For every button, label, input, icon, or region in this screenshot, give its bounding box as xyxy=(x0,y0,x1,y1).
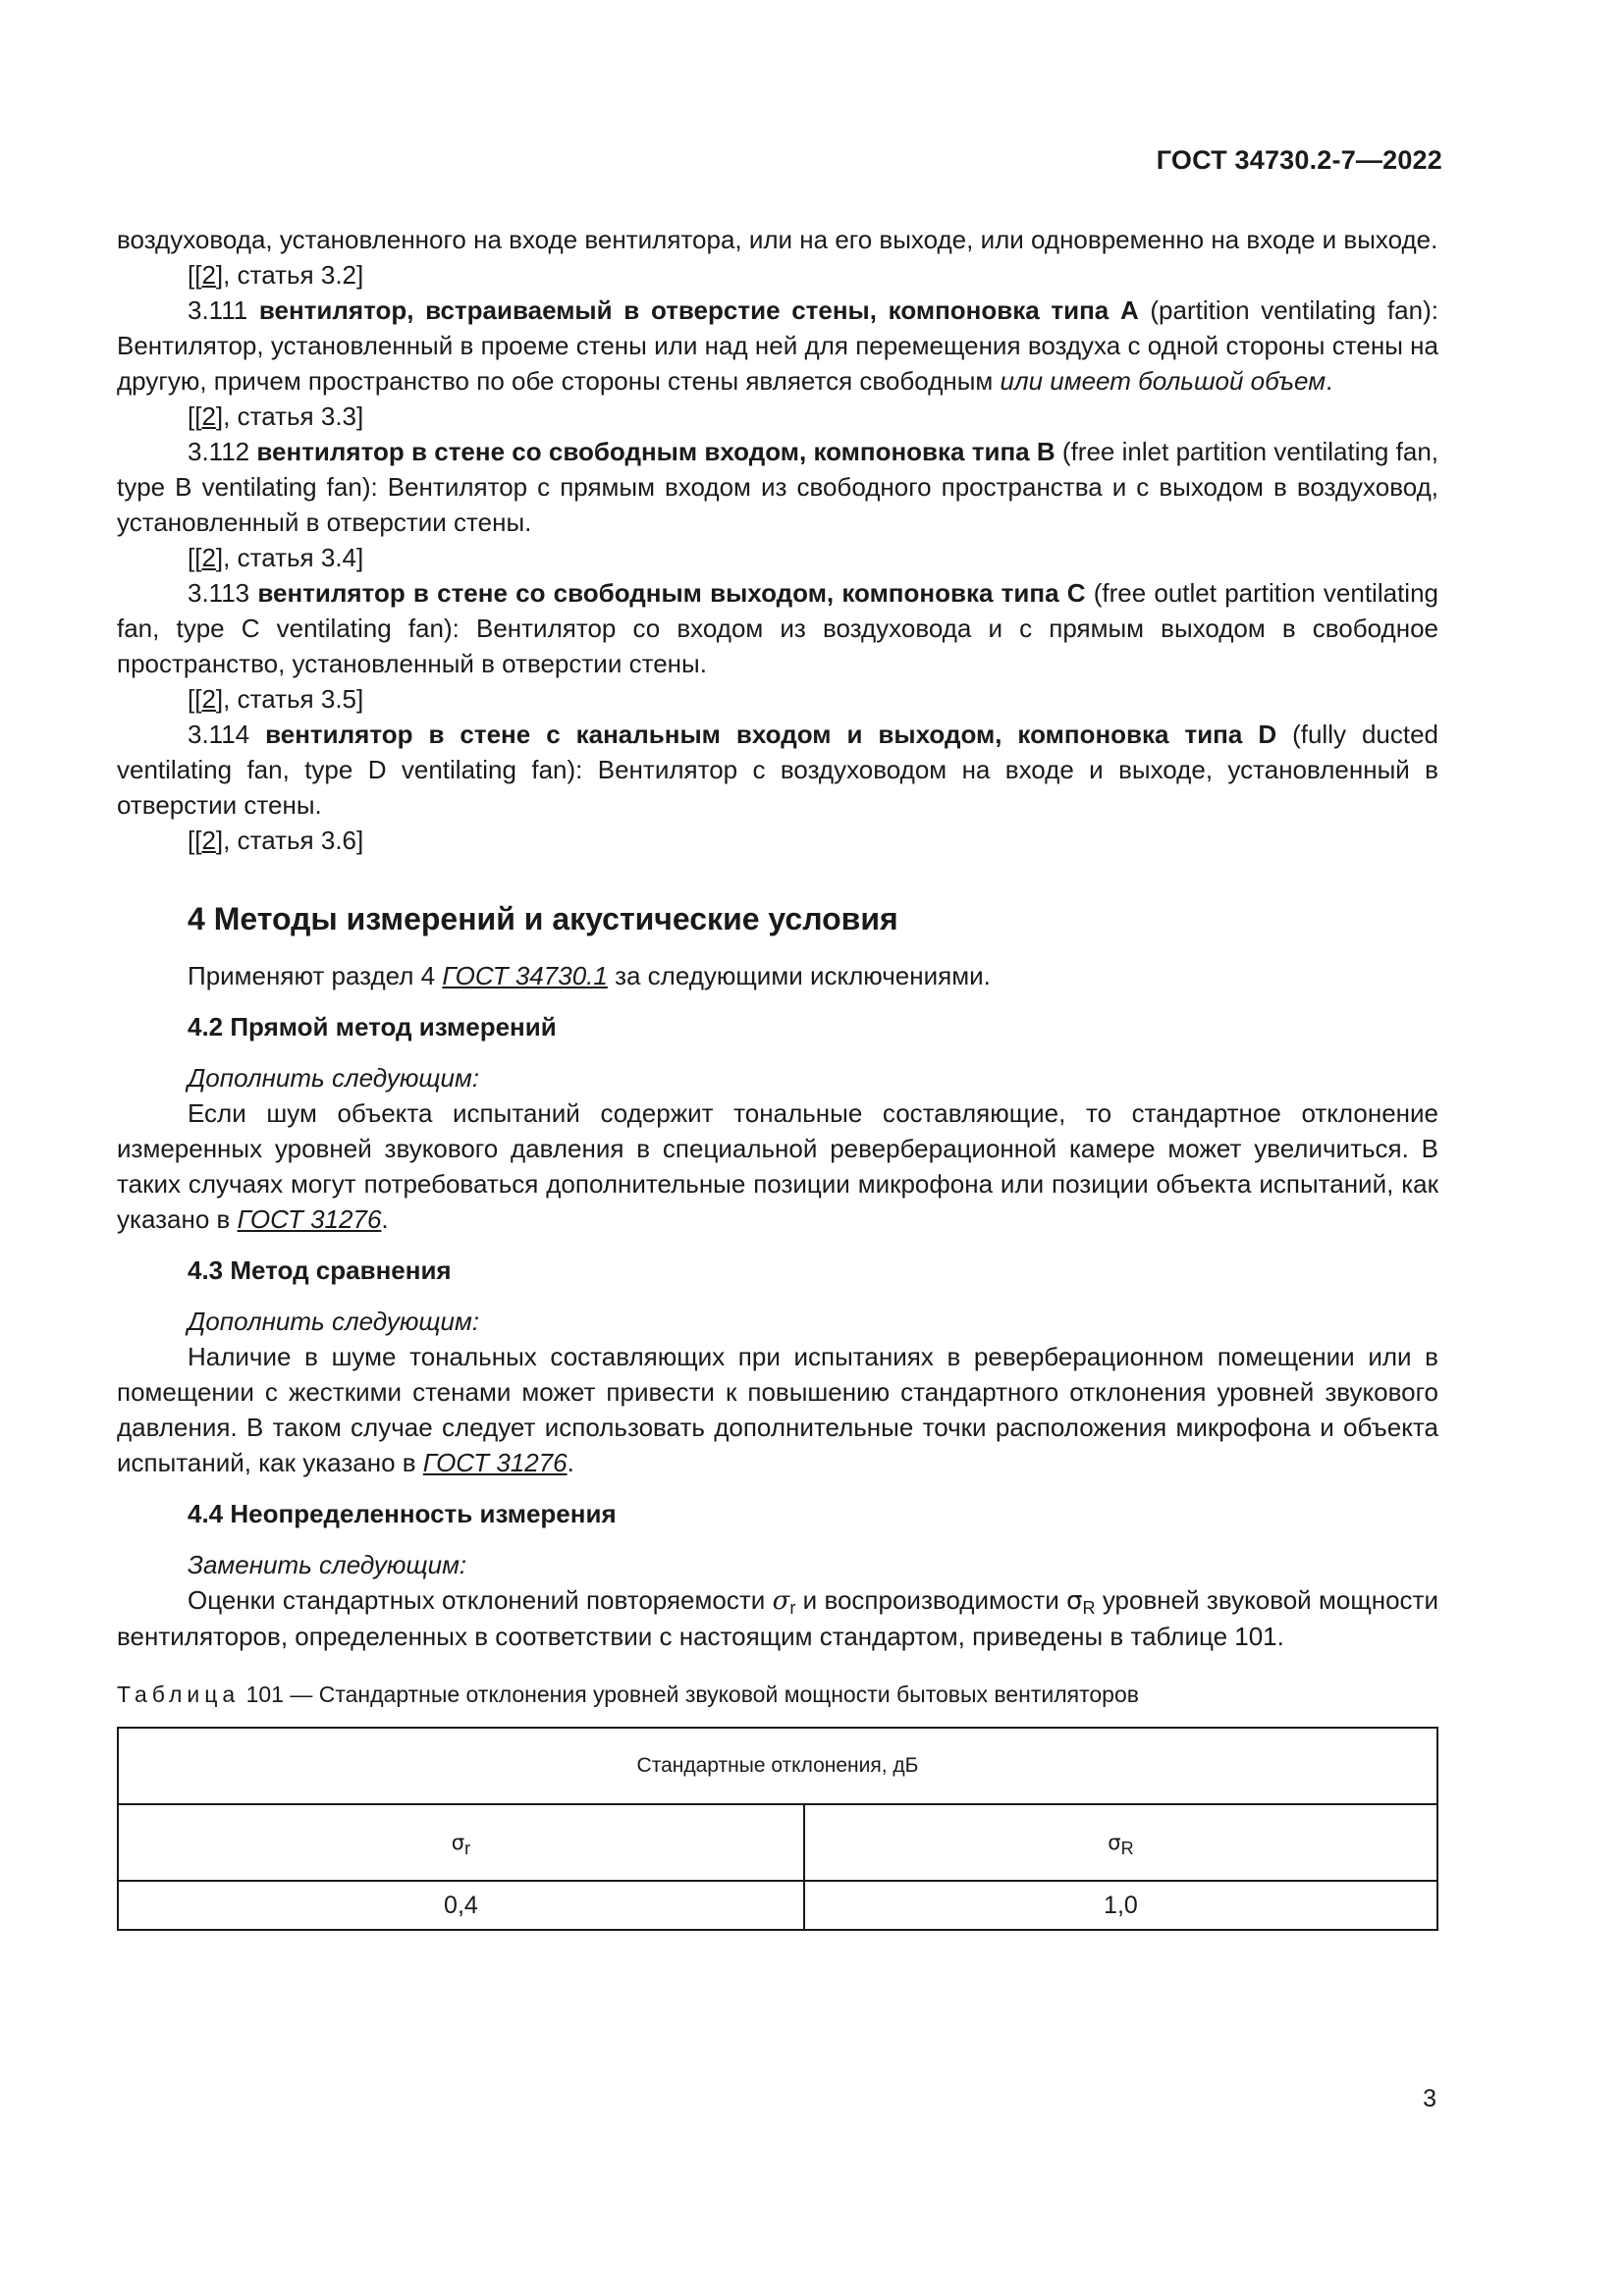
gost-31276-link[interactable]: ГОСТ 31276 xyxy=(422,1448,568,1477)
subsection-4-2-instruction: Дополнить следующим: xyxy=(188,1063,480,1093)
subsection-4-3-heading: 4.3 Метод сравнения xyxy=(188,1255,452,1285)
reference-3-111: [[2], статья 3.3] xyxy=(188,401,364,431)
table-header-cell: Стандартные отклонения, дБ xyxy=(118,1728,1437,1804)
table-cell-sigma-r-value: 0,4 xyxy=(118,1881,804,1930)
table-col-sigma-R: $\sigma_R$ xyxy=(804,1804,1437,1881)
table-col-sigma-r: $\sigma_r$ xyxy=(118,1804,804,1881)
subsection-4-4-text: Оценки стандартных отклонений повторяемости $\sigma_r$ и воспроизводимости $\sigma_R$ уровней звуковой мощности вентиляторов, определенных в соответствии с настоящим стандартом, приведены в таблице 101. xyxy=(117,1585,1438,1651)
sigma-R-symbol: σ xyxy=(1066,1586,1083,1616)
subsection-4-2-heading: 4.2 Прямой метод измерений xyxy=(188,1012,557,1041)
gost-31276-link[interactable]: ГОСТ 31276 xyxy=(237,1204,382,1234)
gost-34730-1-link[interactable]: ГОСТ 34730.1 xyxy=(442,961,608,990)
section-4-heading: 4 Методы измерений и акустические условия xyxy=(188,901,898,936)
document-code-header: ГОСТ 34730.2-7—2022 xyxy=(1156,145,1442,175)
reference-link[interactable]: 2 xyxy=(201,260,216,290)
page-body xyxy=(117,222,1438,1931)
continued-definition: воздуховода, установленного на входе вентилятора, или на его выходе, или одновременно на входе и выходе. xyxy=(117,225,1438,254)
reference-link[interactable]: 2 xyxy=(201,684,216,714)
term-title: вентилятор в стене со свободным входом, компоновка типа B xyxy=(256,437,1056,466)
reference-3-114: [[2], статья 3.6] xyxy=(188,826,364,855)
term-3-111: 3.111 вентилятор, встраиваемый в отверстие стены, компоновка типа А (partition ventilating fan): Вентилятор, установленный в проеме стены или над ней для перемещения воздуха с одной стороны стены на другую, причем пространство по обе стороны стены является свободным или имеет большой объем. xyxy=(117,295,1438,396)
term-3-113: 3.113 вентилятор в стене со свободным выходом, компоновка типа C (free outlet partition ventilating fan, type C ventilating fan): Вентилятор со входом из воздуховода и с прямым выходом в свободное пространство, установленный в отверстии стены. xyxy=(117,578,1438,678)
term-3-112: 3.112 вентилятор в стене со свободным входом, компоновка типа B (free inlet partition ventilating fan, type B ventilating fan): Вентилятор с прямым входом из свободного пространства и с выходом в воздуховод, установленный в отверстии стены. xyxy=(117,437,1439,537)
reference-3-110: [[2], статья 3.2] xyxy=(188,260,364,290)
reference-3-112: [[2], статья 3.4] xyxy=(188,543,364,572)
reference-link[interactable]: 2 xyxy=(201,826,216,855)
table-101 xyxy=(117,1727,1438,1931)
term-title: вентилятор в стене со свободным выходом, компоновка типа C xyxy=(257,578,1086,608)
term-3-114: 3.114 вентилятор в стене с канальным входом и выходом, компоновка типа D (fully ducted ventilating fan, type D ventilating fan): Вентилятор с воздуховодом на входе и выходе, установленный в отверстии стены. xyxy=(117,720,1439,820)
term-title: вентилятор, встраиваемый в отверстие стены, компоновка типа А xyxy=(258,295,1139,325)
subsection-4-3-instruction: Дополнить следующим: xyxy=(188,1307,480,1336)
section-4-intro: Применяют раздел 4 ГОСТ 34730.1 за следующими исключениями. xyxy=(188,961,991,990)
term-title: вентилятор в стене с канальным входом и выходом, компоновка типа D xyxy=(265,720,1277,749)
subsection-4-4-instruction: Заменить следующим: xyxy=(188,1550,467,1579)
reference-link[interactable]: 2 xyxy=(201,401,216,431)
subsection-4-2-text: Если шум объекта испытаний содержит тональные составляющие, то стандартное отклонение измеренных уровней звукового давления в специальной реверберационной камере может увеличиться. В таких случаях могут потребоваться дополнительные позиции микрофона или позиции объекта испытаний, как указано в ГОСТ 31276. xyxy=(117,1098,1438,1234)
reference-link[interactable]: 2 xyxy=(201,543,216,572)
sigma-r-symbol: σ xyxy=(772,1586,790,1616)
page-number: 3 xyxy=(1423,2085,1436,2112)
subsection-4-4-heading: 4.4 Неопределенность измерения xyxy=(188,1499,617,1528)
subsection-4-3-text: Наличие в шуме тональных составляющих при испытаниях в реверберационном помещении или в помещении с жесткими стенами может привести к повышению стандартного отклонения уровней звукового давления. В таком случае следует использовать дополнительные точки расположения микрофона и объекта испытаний, как указано в ГОСТ 31276. xyxy=(117,1342,1438,1477)
table-cell-sigma-R-value: 1,0 xyxy=(804,1881,1437,1930)
table-101-caption: Таблица 101 — Стандартные отклонения уровней звуковой мощности бытовых вентиляторов xyxy=(117,1682,1139,1707)
reference-3-113: [[2], статья 3.5] xyxy=(188,684,364,714)
